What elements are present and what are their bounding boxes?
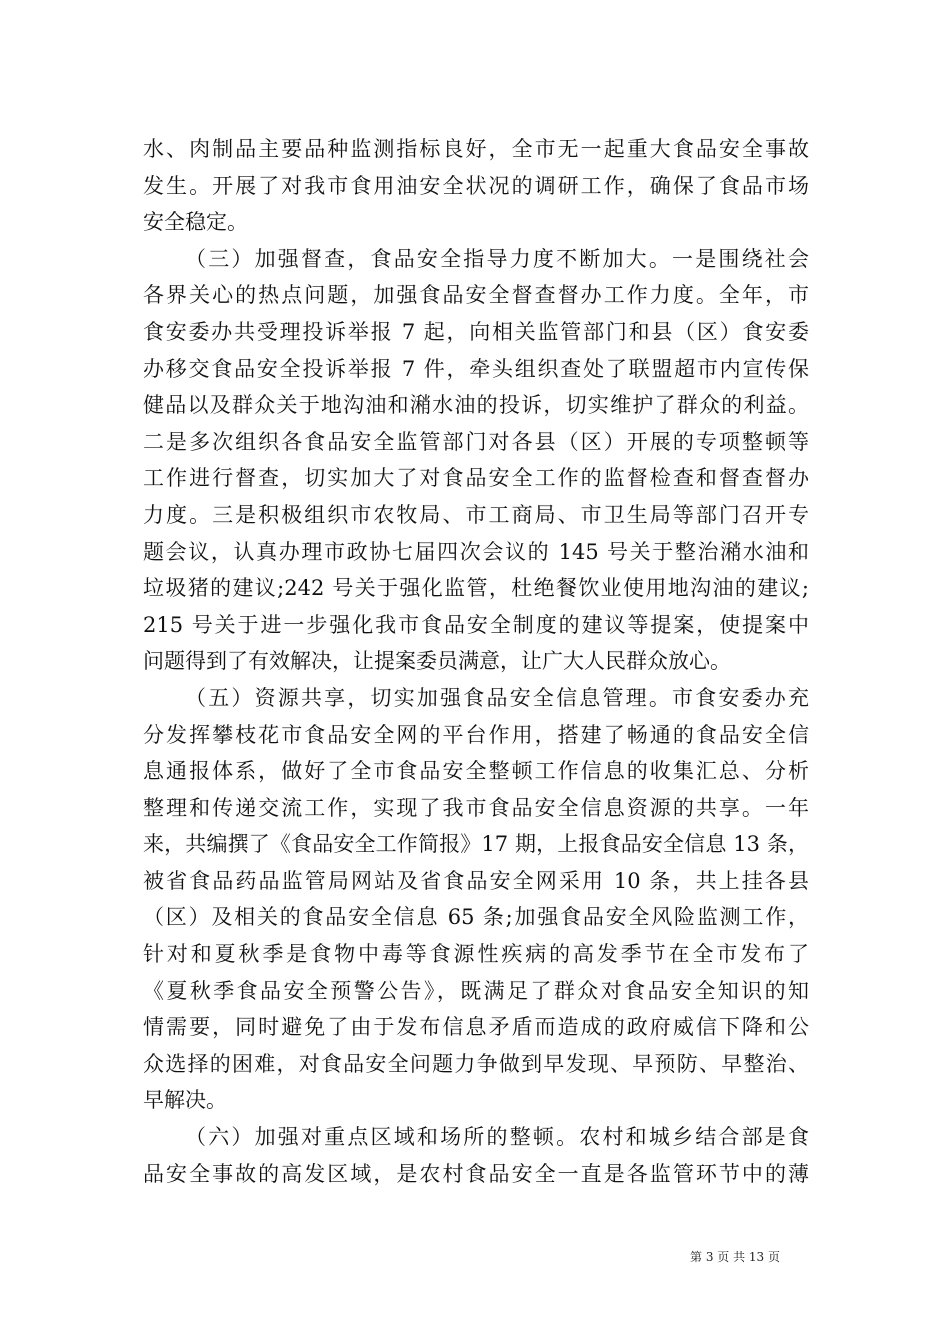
text-line: 安全稳定。: [143, 210, 248, 235]
text-line: 众选择的困难，对食品安全问题力争做到早发现、早预防、早整治、: [143, 1051, 809, 1076]
text-line: （三）加强督查，食品安全指导力度不断加大。一是围绕社会: [185, 246, 809, 271]
text-line: 息通报体系，做好了全市食品安全整顿工作信息的收集汇总、分析: [143, 759, 809, 784]
text-line: 水、肉制品主要品种监测指标良好，全市无一起重大食品安全事故: [143, 137, 809, 161]
text-line: 工作进行督查，切实加大了对食品安全工作的监督检查和督查督办: [143, 466, 809, 491]
text-line: 品安全事故的高发区域，是农村食品安全一直是各监管环节中的薄: [143, 1161, 809, 1186]
page-number-footer: 第 3 页 共 13 页: [690, 1250, 780, 1264]
text-line: 分发挥攀枝花市食品安全网的平台作用，搭建了畅通的食品安全信: [143, 722, 809, 747]
text-line: 垃圾猪的建议;242 号关于强化监管，杜绝餐饮业使用地沟油的建议;: [143, 576, 809, 601]
text-line: 问题得到了有效解决，让提案委员满意，让广大人民群众放心。: [143, 649, 731, 674]
text-line: 针对和夏秋季是食物中毒等食源性疾病的高发季节在全市发布了: [143, 942, 809, 967]
text-line: 215 号关于进一步强化我市食品安全制度的建议等提案，使提案中: [143, 612, 809, 637]
text-line: 发生。开展了对我市食用油安全状况的调研工作，确保了食品市场: [143, 173, 809, 198]
text-line: 情需要，同时避免了由于发布信息矛盾而造成的政府威信下降和公: [143, 1015, 809, 1040]
text-line: 力度。三是积极组织市农牧局、市工商局、市卫生局等部门召开专: [143, 502, 809, 527]
text-line: 被省食品药品监管局网站及省食品安全网采用 10 条，共上挂各县: [143, 868, 809, 893]
text-line: （五）资源共享，切实加强食品安全信息管理。市食安委办充: [185, 685, 809, 710]
text-line: 二是多次组织各食品安全监管部门对各县（区）开展的专项整顿等: [143, 429, 809, 454]
text-line: 早解决。: [143, 1088, 227, 1113]
text-line: （区）及相关的食品安全信息 65 条;加强食品安全风险监测工作，: [143, 905, 809, 930]
text-line: 来，共编撰了《食品安全工作简报》17 期，上报食品安全信息 13 条，: [143, 832, 809, 857]
text-line: 各界关心的热点问题，加强食品安全督查督办工作力度。全年，市: [143, 283, 809, 308]
text-line: 办移交食品安全投诉举报 7 件，牵头组织查处了联盟超市内宣传保: [143, 356, 809, 381]
text-line: 整理和传递交流工作，实现了我市食品安全信息资源的共享。一年: [143, 795, 809, 820]
text-line: 健品以及群众关于地沟油和潲水油的投诉，切实维护了群众的利益。: [143, 393, 809, 418]
text-line: 题会议，认真办理市政协七届四次会议的 145 号关于整治潲水油和: [143, 539, 809, 564]
document-body: [143, 131, 809, 1192]
text-line: 《夏秋季食品安全预警公告》，既满足了群众对食品安全知识的知: [143, 978, 809, 1003]
text-line: 食安委办共受理投诉举报 7 起，向相关监管部门和县（区）食安委: [143, 319, 809, 344]
text-line: （六）加强对重点区域和场所的整顿。农村和城乡结合部是食: [185, 1125, 809, 1150]
